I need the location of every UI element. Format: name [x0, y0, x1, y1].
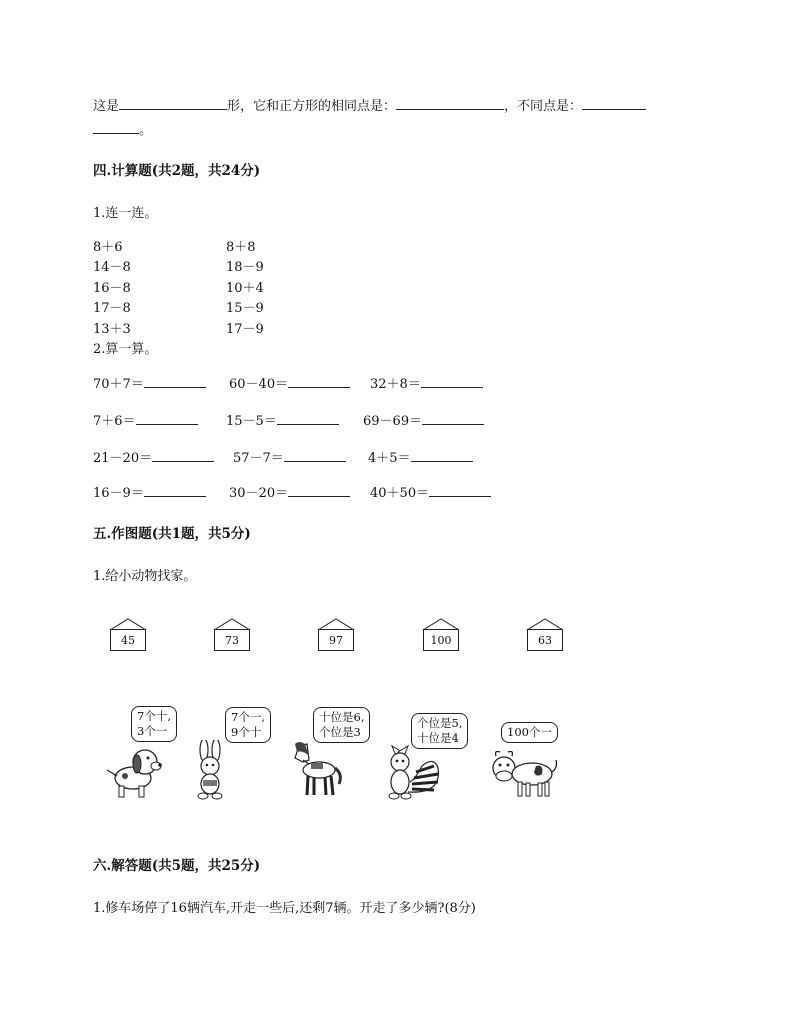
calc-expression: 7＋6＝: [93, 414, 136, 429]
intro-line-1: [93, 95, 646, 114]
connect-right-item[interactable]: 10＋4: [226, 281, 264, 296]
bubble-line: 7个一,: [231, 710, 265, 724]
answer-blank[interactable]: [277, 410, 339, 425]
cow-icon[interactable]: [490, 748, 560, 802]
answer-blank[interactable]: [411, 447, 473, 462]
bubble-line: 十位是4: [417, 731, 459, 745]
connect-right-item[interactable]: 17－9: [226, 322, 264, 337]
house-number: 45: [121, 633, 135, 647]
house-item[interactable]: [212, 618, 252, 652]
blank-shape[interactable]: [119, 95, 227, 110]
blank-difference-1[interactable]: [582, 95, 646, 110]
answer-blank[interactable]: [136, 410, 198, 425]
connect-left-item[interactable]: 16－8: [93, 281, 131, 296]
bubble-line: 十位是6,: [319, 710, 365, 724]
section6-title: 六.解答题(共5题，共25分): [93, 858, 261, 874]
calc-expression: 4＋5＝: [368, 451, 411, 466]
rabbit-icon[interactable]: [190, 740, 232, 802]
speech-bubble: [501, 722, 558, 743]
calc-expression: 57－7＝: [233, 451, 284, 466]
blank-similarity[interactable]: [396, 95, 504, 110]
blank-difference-2[interactable]: [93, 119, 139, 134]
connect-right-item[interactable]: 15－9: [226, 301, 264, 316]
bubble-line: 个位是3: [319, 725, 361, 739]
calc-expression: 30－20＝: [229, 486, 289, 501]
house-number: 100: [430, 633, 452, 647]
speech-bubble: [131, 706, 177, 742]
calc-expression: 60－40＝: [229, 377, 289, 392]
s4-q1-label: 1.连一连。: [93, 206, 158, 221]
section4-title: 四.计算题(共2题，共24分): [93, 163, 261, 179]
house-number: 73: [225, 633, 239, 647]
intro-text-1: 这是: [93, 99, 120, 114]
answer-blank[interactable]: [288, 373, 350, 388]
answer-blank[interactable]: [288, 482, 350, 497]
connect-right-item[interactable]: 8＋8: [226, 240, 256, 255]
bubble-line: 9个十: [231, 725, 262, 739]
house-item[interactable]: [525, 618, 565, 652]
answer-blank[interactable]: [144, 373, 206, 388]
speech-bubble: [225, 707, 271, 743]
bubble-line: 个位是5,: [417, 716, 463, 730]
answer-blank[interactable]: [144, 482, 206, 497]
intro-line-2: [93, 119, 152, 138]
connect-left-item[interactable]: 17－8: [93, 301, 131, 316]
answer-blank[interactable]: [422, 410, 484, 425]
bubble-line: 100个一: [507, 725, 552, 739]
calc-expression: 16－9＝: [93, 486, 144, 501]
house-number: 63: [538, 633, 552, 647]
section5-title: 五.作图题(共1题，共5分): [93, 526, 251, 542]
connect-left-item[interactable]: 8＋6: [93, 240, 123, 255]
house-item[interactable]: [421, 618, 461, 652]
intro-text-2: 形，它和正方形的相同点是：: [227, 99, 397, 114]
answer-blank[interactable]: [152, 447, 214, 462]
connect-right-item[interactable]: 18－9: [226, 260, 264, 275]
connect-left-item[interactable]: 13＋3: [93, 322, 131, 337]
speech-bubble: [313, 707, 370, 743]
squirrel-icon[interactable]: [382, 742, 444, 802]
calc-expression: 69－69＝: [363, 414, 423, 429]
intro-text-3: ，不同点是：: [504, 99, 583, 114]
bubble-line: 3个一: [137, 724, 168, 738]
s4-q2-label: 2.算一算。: [93, 342, 158, 357]
s5-q1-label: 1.给小动物找家。: [93, 569, 197, 584]
calc-expression: 21－20＝: [93, 451, 153, 466]
s6-q1-text: 1.修车场停了16辆汽车,开走一些后,还剩7辆。开走了多少辆?(8分): [93, 901, 476, 916]
intro-text-4: 。: [139, 123, 153, 138]
connect-left-item[interactable]: 14－8: [93, 260, 131, 275]
calc-expression: 32＋8＝: [370, 377, 421, 392]
answer-blank[interactable]: [421, 373, 483, 388]
calc-expression: 15－5＝: [226, 414, 277, 429]
house-item[interactable]: [316, 618, 356, 652]
bubble-line: 7个十,: [137, 709, 171, 723]
answer-blank[interactable]: [284, 447, 346, 462]
calc-expression: 70＋7＝: [93, 377, 144, 392]
answer-blank[interactable]: [429, 482, 491, 497]
dog-icon[interactable]: [103, 742, 165, 800]
house-item[interactable]: [108, 618, 148, 652]
calc-expression: 40＋50＝: [370, 486, 430, 501]
house-number: 97: [329, 633, 343, 647]
horse-icon[interactable]: [285, 740, 345, 800]
